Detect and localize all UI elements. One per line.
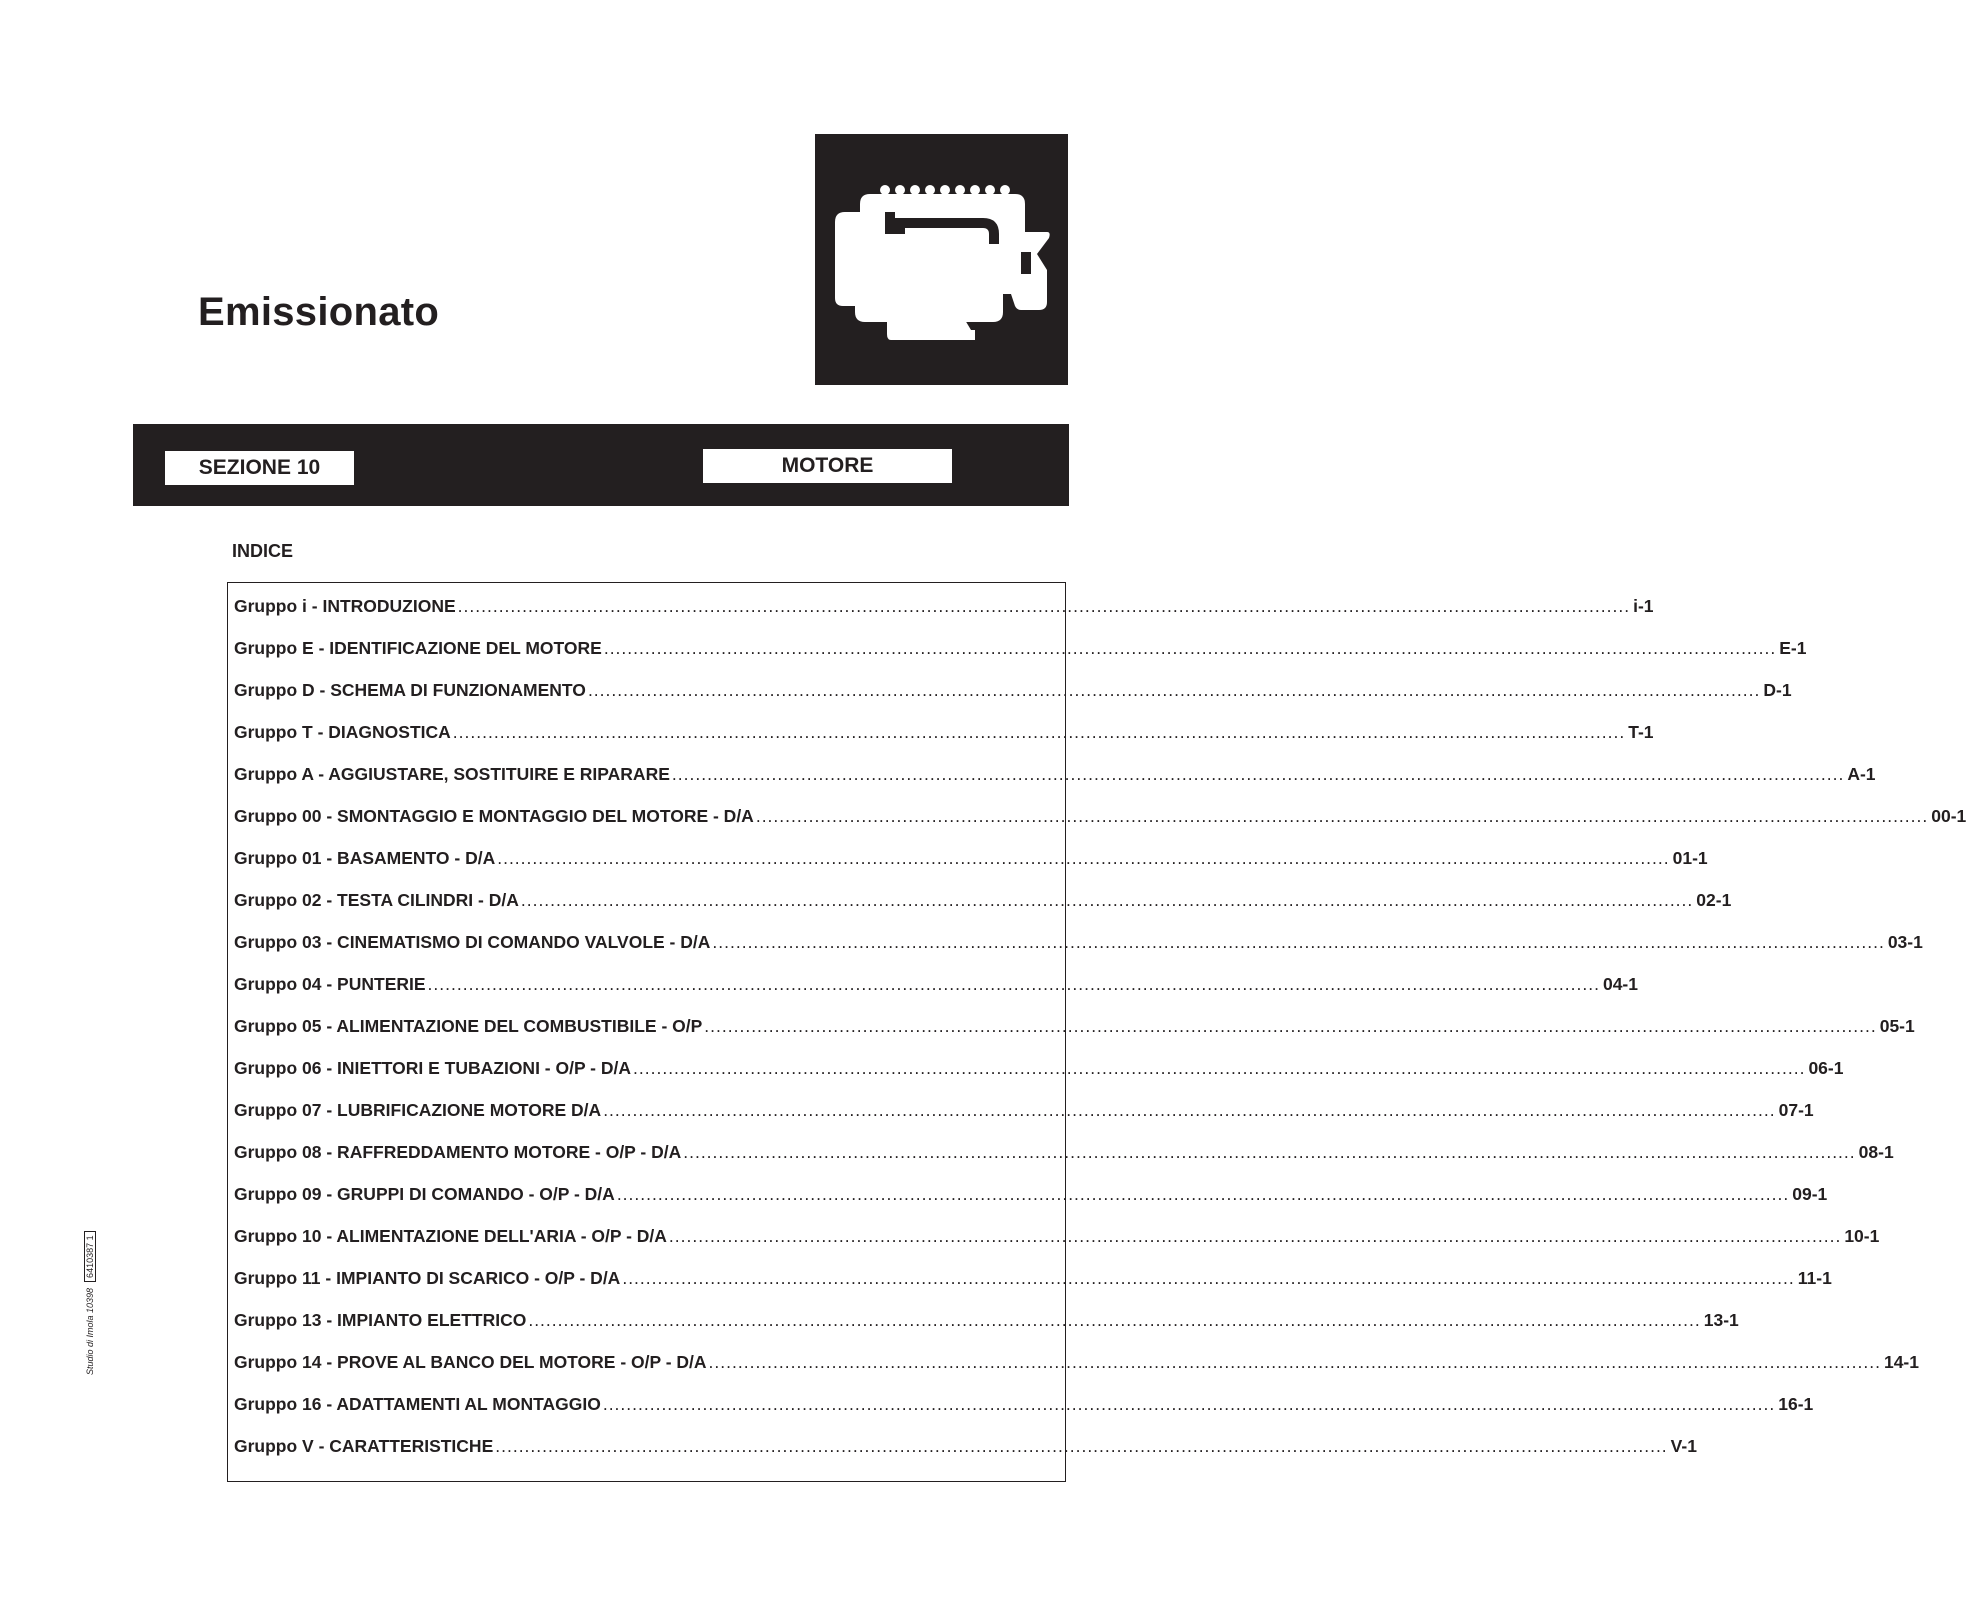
toc-entry-page: 00-1 [1931, 806, 1966, 826]
toc-entry[interactable] [234, 1268, 1832, 1294]
toc-entry[interactable] [234, 974, 1638, 1000]
toc-entry[interactable] [234, 1310, 1739, 1336]
toc-entry-page: E-1 [1779, 638, 1807, 658]
toc-leader-dots: ........................................................................................................................................................................................................ [427, 974, 1600, 994]
toc-entry-title: Gruppo T - DIAGNOSTICA [234, 722, 451, 742]
toc-entry-title: Gruppo 03 - CINEMATISMO DI COMANDO VALVOLE - D/A [234, 932, 711, 952]
toc-entry-title: Gruppo 09 - GRUPPI DI COMANDO - O/P - D/A [234, 1184, 615, 1204]
toc-entry[interactable] [234, 1352, 1919, 1378]
toc-entry-page: 04-1 [1602, 974, 1638, 994]
toc-entry-title: Gruppo 06 - INIETTORI E TUBAZIONI - O/P - D/A [234, 1058, 632, 1078]
toc-leader-dots: ........................................................................................................................................................................................................ [616, 1184, 1790, 1204]
toc-entry-title: Gruppo 04 - PUNTERIE [234, 974, 426, 994]
toc-entry-page: 11-1 [1797, 1268, 1832, 1288]
toc-entry-title: Gruppo D - SCHEMA DI FUNZIONAMENTO [234, 680, 586, 700]
toc-leader-dots: ........................................................................................................................................................................................................ [683, 1142, 1856, 1162]
toc-entry[interactable] [234, 1436, 1697, 1462]
toc-entry-page: D-1 [1763, 680, 1792, 700]
toc-entry[interactable] [234, 1142, 1894, 1168]
engine-icon [815, 134, 1068, 385]
toc-entry-page: 10-1 [1844, 1226, 1880, 1246]
section-name-label: MOTORE [703, 449, 952, 483]
toc-entry-page: T-1 [1628, 722, 1654, 742]
toc-entry-title: Gruppo 10 - ALIMENTAZIONE DELL'ARIA - O/P - D/A [234, 1226, 667, 1246]
toc-leader-dots: ........................................................................................................................................................................................................ [457, 596, 1631, 616]
toc-entry-page: 13-1 [1703, 1310, 1739, 1330]
toc-leader-dots: ........................................................................................................................................................................................................ [497, 848, 1670, 868]
toc-entry-page: 08-1 [1858, 1142, 1894, 1162]
toc-entry-page: 14-1 [1883, 1352, 1919, 1372]
toc-entry-page: 01-1 [1672, 848, 1708, 868]
toc-leader-dots: ........................................................................................................................................................................................................ [528, 1310, 1701, 1330]
toc-entry[interactable] [234, 722, 1654, 748]
toc-entry-page: V-1 [1670, 1436, 1697, 1456]
toc-entry[interactable] [234, 596, 1654, 622]
toc-entry[interactable] [234, 1100, 1814, 1126]
toc-entry-page: 16-1 [1778, 1394, 1814, 1414]
toc-entry[interactable] [234, 1016, 1915, 1042]
toc-leader-dots: ........................................................................................................................................................................................................ [704, 1016, 1877, 1036]
toc-leader-dots: ........................................................................................................................................................................................................ [495, 1436, 1668, 1456]
index-heading: INDICE [232, 541, 294, 561]
toc-leader-dots: ........................................................................................................................................................................................................ [602, 1394, 1776, 1414]
toc-leader-dots: ........................................................................................................................................................................................................ [671, 764, 1845, 784]
toc-entry-page: 06-1 [1808, 1058, 1844, 1078]
toc-entry-title: Gruppo 11 - IMPIANTO DI SCARICO - O/P - D/A [234, 1268, 621, 1288]
toc-entry[interactable] [234, 1184, 1828, 1210]
toc-leader-dots: ........................................................................................................................................................................................................ [452, 722, 1626, 742]
toc-entry-title: Gruppo 08 - RAFFREDDAMENTO MOTORE - O/P - D/A [234, 1142, 682, 1162]
document-code: 6410387 1 [84, 1231, 96, 1282]
toc-entry-title: Gruppo V - CARATTERISTICHE [234, 1436, 494, 1456]
toc-entry[interactable] [234, 680, 1792, 706]
toc-leader-dots: ........................................................................................................................................................................................................ [708, 1352, 1881, 1372]
toc-leader-dots: ........................................................................................................................................................................................................ [633, 1058, 1806, 1078]
toc-entry[interactable] [234, 638, 1807, 664]
toc-entry-title: Gruppo 16 - ADATTAMENTI AL MONTAGGIO [234, 1394, 601, 1414]
toc-leader-dots: ........................................................................................................................................................................................................ [668, 1226, 1842, 1246]
toc-entry-title: Gruppo 14 - PROVE AL BANCO DEL MOTORE - O/P - D/A [234, 1352, 707, 1372]
toc-entry-page: A-1 [1847, 764, 1876, 784]
section-number-label: SEZIONE 10 [165, 451, 354, 485]
toc-entry-title: Gruppo 00 - SMONTAGGIO E MONTAGGIO DEL MOTORE - D/A [234, 806, 754, 826]
toc-entry[interactable] [234, 764, 1876, 790]
toc-entry-title: Gruppo 13 - IMPIANTO ELETTRICO [234, 1310, 527, 1330]
toc-entry-title: Gruppo i - INTRODUZIONE [234, 596, 456, 616]
toc-leader-dots: ........................................................................................................................................................................................................ [520, 890, 1694, 910]
toc-entry-title: Gruppo 02 - TESTA CILINDRI - D/A [234, 890, 519, 910]
toc-leader-dots: ........................................................................................................................................................................................................ [622, 1268, 1795, 1288]
toc-entry[interactable] [234, 1226, 1880, 1252]
toc-leader-dots: ........................................................................................................................................................................................................ [755, 806, 1929, 826]
toc-leader-dots: ........................................................................................................................................................................................................ [603, 1100, 1776, 1120]
toc-entry-page: 05-1 [1879, 1016, 1915, 1036]
toc-entry-title: Gruppo 05 - ALIMENTAZIONE DEL COMBUSTIBILE - O/P [234, 1016, 703, 1036]
document-title: Emissionato [198, 290, 440, 334]
toc-entry[interactable] [234, 890, 1732, 916]
print-reference [84, 1235, 96, 1375]
toc-entry-title: Gruppo 07 - LUBRIFICAZIONE MOTORE D/A [234, 1100, 602, 1120]
toc-entry-page: 02-1 [1696, 890, 1732, 910]
toc-entry-title: Gruppo 01 - BASAMENTO - D/A [234, 848, 496, 868]
toc-entry-page: i-1 [1633, 596, 1654, 616]
toc-leader-dots: ........................................................................................................................................................................................................ [587, 680, 1761, 700]
toc-entry[interactable] [234, 932, 1923, 958]
toc-entry[interactable] [234, 1394, 1814, 1420]
toc-entry[interactable] [234, 1058, 1844, 1084]
toc-entry-title: Gruppo E - IDENTIFICAZIONE DEL MOTORE [234, 638, 602, 658]
table-of-contents [227, 582, 1966, 1482]
toc-entry-page: 07-1 [1778, 1100, 1814, 1120]
toc-entry[interactable] [234, 848, 1708, 874]
toc-entry-page: 03-1 [1887, 932, 1923, 952]
toc-entry-page: 09-1 [1792, 1184, 1828, 1204]
toc-entry[interactable] [234, 806, 1966, 832]
toc-leader-dots: ........................................................................................................................................................................................................ [603, 638, 1777, 658]
toc-entry-title: Gruppo A - AGGIUSTARE, SOSTITUIRE E RIPARARE [234, 764, 670, 784]
toc-leader-dots: ........................................................................................................................................................................................................ [712, 932, 1885, 952]
print-note: Studio di Imola 10398 [85, 1287, 95, 1375]
